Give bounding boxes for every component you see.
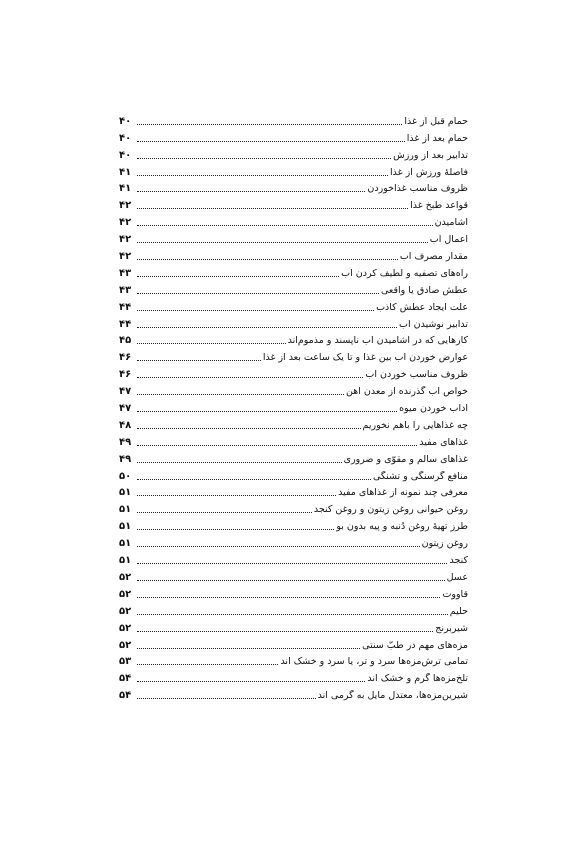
toc-dot-leader [137,309,374,311]
toc-row [119,162,468,179]
toc-row [119,668,468,685]
toc-page-number: ۴۱ [119,183,132,195]
toc-page-number: ۴۲ [119,234,132,246]
toc-page-number: ۵۲ [119,571,132,583]
toc-dot-leader [137,579,445,581]
toc-row [119,567,468,584]
toc-row [119,618,468,635]
toc-entry-title: حلیم [449,605,468,617]
toc-page-number: ۵۲ [119,622,132,634]
toc-row [119,601,468,618]
toc-entry-title: غذاهای سالم و مقوّی و ضروری [343,453,468,465]
toc-row [119,635,468,652]
toc-page-number: ۵۳ [119,656,132,668]
toc-page-number: ۵۱ [119,504,132,516]
toc-page-number: ۵۴ [119,690,132,702]
toc-page-number: ۴۸ [119,419,132,431]
toc-row [119,212,468,229]
toc-row [119,179,468,196]
toc-dot-leader [137,157,391,159]
toc-entry-title: عسل [446,571,468,583]
toc-page-number: ۴۰ [119,149,132,161]
toc-page-number: ۵۲ [119,588,132,600]
toc-entry-title: روغن زیتون [421,538,468,550]
toc-dot-leader [137,190,365,192]
toc-dot-leader [137,630,433,632]
toc-row [119,195,468,212]
toc-entry-title: طرز تهیهٔ روغن دُنبه و پیه بدون بو [336,521,468,533]
toc-page-number: ۵۴ [119,673,132,685]
toc-entry-title: کارهایی که در آشامیدن آب ناپسند و مذموم‌اند [287,335,468,347]
toc-page-number: ۵۱ [119,538,132,550]
toc-page-number: ۵۲ [119,605,132,617]
toc-row [119,466,468,483]
toc-page-number: ۴۶ [119,352,132,364]
toc-page-number: ۴۱ [119,166,132,178]
toc-entry-title: آشامیدن [434,217,468,229]
toc-entry-title: راه‌های تصفیه و لطیف کردن آب [341,267,468,279]
toc-dot-leader [137,444,417,446]
toc-page-number: ۴۲ [119,251,132,263]
toc-dot-leader [137,663,278,665]
toc-row [119,145,468,162]
toc-entry-title: منافع گرسنگی و تشنگی [373,470,468,482]
toc-entry-title: غذاهای مفید [419,436,468,448]
toc-page-number: ۴۹ [119,453,132,465]
toc-row [119,584,468,601]
toc-dot-leader [137,241,428,243]
toc-entry-title: عطش صادق یا واقعی [380,284,468,296]
toc-dot-leader [137,478,371,480]
toc-row [119,263,468,280]
toc-dot-leader [137,123,402,125]
toc-page-number: ۴۰ [119,115,132,127]
toc-page-number: ۴۷ [119,403,132,415]
toc-entry-title: تلخ‌مزه‌ها گرم و خشک اند [367,673,468,685]
toc-entry-title: روغن حیوانی روغن زیتون و روغن کنجد [313,504,468,516]
toc-page-number: ۴۴ [119,318,132,330]
toc-dot-leader [137,596,440,598]
toc-dot-leader [137,562,447,564]
toc-page-number: ۴۳ [119,284,132,296]
toc-page-number: ۵۱ [119,521,132,533]
toc-page-number: ۴۴ [119,301,132,313]
toc-entry-title: عوارض خوردن آب بین غذا و تا یک ساعت بعد از غذا [262,352,468,364]
toc-entry-title: اعمال آب [429,234,468,246]
toc-page-number: ۴۹ [119,436,132,448]
toc-row [119,347,468,364]
toc-entry-title: تدابیر نوشیدن آب [399,318,468,330]
toc-page-number: ۴۲ [119,200,132,212]
toc-dot-leader [137,410,397,412]
toc-row [119,297,468,314]
toc-dot-leader [137,697,316,699]
toc-row [119,685,468,702]
toc-dot-leader [137,342,286,344]
toc-row [119,499,468,516]
toc-row [119,280,468,297]
toc-dot-leader [137,140,405,142]
toc-dot-leader [137,376,363,378]
toc-page-number: ۵۲ [119,639,132,651]
toc-entry-title: حمام قبل از غذا [404,115,468,127]
toc-entry-title: معرفی چند نمونه از غذاهای مفید [338,487,468,499]
toc-row [119,246,468,263]
toc-dot-leader [137,494,336,496]
toc-dot-leader [137,393,344,395]
toc-row [119,483,468,500]
toc-page-number: ۴۵ [119,335,132,347]
toc-page-number: ۴۲ [119,217,132,229]
table-of-contents [119,111,468,702]
toc-row [119,432,468,449]
toc-row [119,550,468,567]
toc-row [119,398,468,415]
toc-dot-leader [137,359,261,361]
toc-row [119,415,468,432]
toc-page-number: ۵۰ [119,470,132,482]
toc-row [119,111,468,128]
toc-entry-title: فاصلهٔ ورزش از غذا [390,166,468,178]
toc-entry-title: ظروف مناسب خوردن آب [365,369,468,381]
toc-row [119,516,468,533]
toc-dot-leader [137,528,334,530]
toc-dot-leader [137,647,360,649]
toc-entry-title: قاووت [442,588,468,600]
toc-dot-leader [137,427,361,429]
toc-page-number: ۴۶ [119,369,132,381]
toc-row [119,533,468,550]
toc-dot-leader [137,613,448,615]
toc-page-number: ۴۰ [119,132,132,144]
toc-row [119,128,468,145]
toc-row [119,314,468,331]
toc-dot-leader [137,545,420,547]
toc-page-number: ۵۱ [119,555,132,567]
toc-row [119,331,468,348]
toc-entry-title: مزه‌های مهم در طبّ سنتی [362,639,468,651]
toc-entry-title: آداب خوردن میوه [399,403,468,415]
toc-dot-leader [137,174,388,176]
toc-entry-title: شیرین‌مزه‌ها، معتدل مایل به گرمی اند [317,690,468,702]
toc-entry-title: خواص آب گذرنده از معدن آهن [345,386,468,398]
toc-page-number: ۴۳ [119,267,132,279]
toc-entry-title: کنجد [449,555,468,567]
toc-dot-leader [137,224,433,226]
toc-dot-leader [137,258,398,260]
toc-entry-title: قواعد طبخ غذا [410,200,468,212]
toc-entry-title: تدابیر بعد از ورزش [393,149,468,161]
toc-row [119,229,468,246]
toc-row [119,381,468,398]
toc-dot-leader [137,326,397,328]
toc-row [119,364,468,381]
toc-entry-title: حمام بعد از غذا [406,132,468,144]
toc-entry-title: علت ایجاد عطش کاذب [376,301,468,313]
toc-dot-leader [137,275,339,277]
toc-row [119,652,468,669]
toc-dot-leader [137,511,312,513]
toc-dot-leader [137,207,408,209]
toc-page-number: ۴۷ [119,386,132,398]
toc-dot-leader [137,680,365,682]
toc-dot-leader [137,292,379,294]
toc-entry-title: شیربرنج [435,622,468,634]
toc-entry-title: ظروف مناسب غذاخوردن [367,183,468,195]
toc-dot-leader [137,461,342,463]
toc-entry-title: مقدار مصرف آب [399,251,468,263]
toc-row [119,449,468,466]
toc-entry-title: چه غذاهایی را باهم نخوریم [362,419,468,431]
toc-entry-title: تمامی ترش‌مزه‌ها سرد و تر، یا سرد و خشک اند [280,656,468,668]
toc-page-number: ۵۱ [119,487,132,499]
